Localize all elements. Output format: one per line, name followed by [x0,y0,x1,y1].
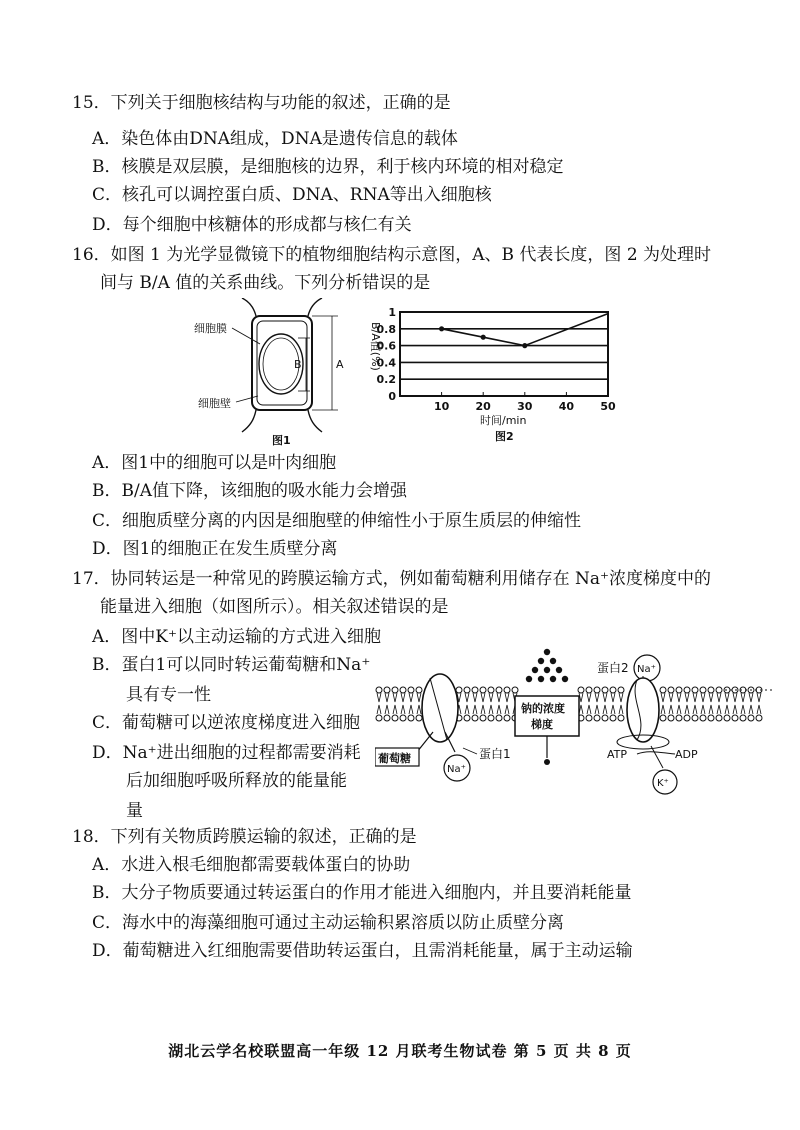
na-ion-dot [556,667,562,673]
figure-cotransport [375,640,775,810]
phospholipid-tail [619,693,623,702]
phospholipid-tail [611,705,615,714]
chart-x-label: 时间/min [480,414,527,427]
phospholipid-tail [669,693,673,702]
label-atp: ATP [607,748,628,761]
phospholipid-head [376,687,382,693]
label-cell-membrane: 细胞膜 [194,322,227,335]
phospholipid-tail [709,705,713,714]
q16-option-b: B．B/A值下降，该细胞的吸水能力会增强 [92,481,407,501]
phospholipid-head [708,715,714,721]
q17-option-c: C．葡萄糖可以逆浓度梯度进入细胞 [92,713,361,733]
phospholipid-head [416,715,422,721]
phospholipid-head [456,687,462,693]
phospholipid-tail [685,705,689,714]
chart-y-tick-label: 0.6 [376,339,396,353]
label-gradient-1: 钠的浓度 [521,702,565,715]
phospholipid-head [504,687,510,693]
phospholipid-head [684,687,690,693]
phospholipid-head [668,687,674,693]
chart-series-line [442,314,608,346]
q15-option-d: D．每个细胞中核糖体的形成都与核仁有关 [92,215,412,235]
phospholipid-head [512,687,518,693]
phospholipid-head [586,715,592,721]
phospholipid-tail [693,705,697,714]
phospholipid-tail [377,705,381,714]
phospholipid-tail [481,705,485,714]
phospholipid-tail [603,693,607,702]
phospholipid-tail [409,693,413,702]
q18-stem: 18．下列有关物质跨膜运输的叙述，正确的是 [72,827,417,847]
phospholipid-head [748,715,754,721]
phospholipid-tail [497,705,501,714]
phospholipid-head [400,715,406,721]
phospholipid-tail [465,693,469,702]
chart-x-tick-label: 30 [517,400,533,413]
phospholipid-tail [393,705,397,714]
na-ion-dot [532,667,538,673]
phospholipid-head [724,715,730,721]
phospholipid-tail [669,705,673,714]
q17-stem-line1: 17．协同转运是一种常见的跨膜运输方式，例如葡萄糖利用储存在 Na⁺浓度梯度中的 [72,569,712,589]
phospholipid-tail [417,693,421,702]
label-a: A [336,358,344,371]
label-protein-2: 蛋白2 [597,661,629,675]
phospholipid-tail [677,705,681,714]
phospholipid-head [384,687,390,693]
phospholipid-tail [417,705,421,714]
phospholipid-head [668,715,674,721]
na-ion-dot [562,676,568,682]
q18-option-c: C．海水中的海藻细胞可通过主动运输积累溶质以防止质壁分离 [92,913,565,933]
label-protein-1: 蛋白1 [479,747,511,761]
phospholipid-head [602,715,608,721]
phospholipid-tail [677,693,681,702]
q15-option-c: C．核孔可以调控蛋白质、DNA、RNA等出入细胞核 [92,185,492,205]
label-b: B [294,358,302,371]
na-ion-dot [550,676,556,682]
chart-y-tick-label: 1 [388,306,396,319]
phospholipid-head [408,715,414,721]
phospholipid-head [464,687,470,693]
phospholipid-tail [661,693,665,702]
phospholipid-tail [741,705,745,714]
chart-x-tick-label: 10 [433,400,450,413]
figure-2-chart [360,300,620,450]
phospholipid-head [384,715,390,721]
phospholipid-tail [661,705,665,714]
q16-stem-line1: 16．如图 1 为光学显微镜下的植物细胞结构示意图，A、B 代表长度，图 2 为处理时 [72,245,712,265]
phospholipid-tail [603,705,607,714]
phospholipid-head [488,687,494,693]
phospholipid-head [464,715,470,721]
phospholipid-tail [619,705,623,714]
phospholipid-head [392,687,398,693]
q15-option-b: B．核膜是双层膜，是细胞核的边界，利于核内环境的相对稳定 [92,157,564,177]
q16-option-a: A．图1中的细胞可以是叶肉细胞 [92,453,337,473]
label-cell-wall: 细胞壁 [198,397,231,410]
phospholipid-head [700,687,706,693]
figure-1-caption: 图1 [272,434,291,447]
label-gradient-2: 梯度 [531,718,553,731]
phospholipid-tail [725,705,729,714]
chart-x-tick-label: 40 [558,400,575,413]
na-ion-dot [544,667,550,673]
q17-option-b: B．蛋白1可以同时转运葡萄糖和Na⁺ [92,655,371,675]
q17-stem-line2: 能量进入细胞（如图所示）。相关叙述错误的是 [100,597,449,617]
phospholipid-tail [377,693,381,702]
protein-1 [422,674,458,742]
phospholipid-head [408,687,414,693]
phospholipid-head [692,715,698,721]
phospholipid-tail [409,705,413,714]
phospholipid-head [602,687,608,693]
phospholipid-tail [757,693,761,702]
phospholipid-tail [693,693,697,702]
q18-option-a: A．水进入根毛细胞都需要载体蛋白的协助 [92,855,411,875]
q17-option-b-cont: 具有专一性 [126,685,211,705]
chart-y-tick-label: 0 [388,390,396,403]
phospholipid-head [740,715,746,721]
phospholipid-tail [611,693,615,702]
chart-y-tick-label: 0.2 [376,373,396,387]
phospholipid-head [610,715,616,721]
phospholipid-tail [473,693,477,702]
chart-frame [400,312,608,396]
phospholipid-head [692,687,698,693]
label-na-top: Na⁺ [637,664,656,675]
chart-y-label: B/A值(%) [369,322,382,371]
phospholipid-head [716,715,722,721]
q18-option-b: B．大分子物质要通过转运蛋白的作用才能进入细胞内，并且要消耗能量 [92,883,632,903]
phospholipid-head [376,715,382,721]
na-ion-dot [526,676,532,682]
phospholipid-tail [393,693,397,702]
chart-x-tick-label: 20 [475,400,491,413]
chart-data-point [522,343,527,348]
q17-option-a: A．图中K⁺以主动运输的方式进入细胞 [92,627,381,647]
label-adp: ADP [675,748,698,761]
phospholipid-head [756,715,762,721]
na-ion-dot [538,658,544,664]
q17-option-d-cont2: 量 [126,801,143,821]
phospholipid-head [732,715,738,721]
phospholipid-tail [505,693,509,702]
q17-option-d-cont1: 后加细胞呼吸所释放的能量能 [126,771,347,791]
phospholipid-tail [497,693,501,702]
phospholipid-tail [505,705,509,714]
chart-data-point [481,335,486,340]
phospholipid-head [594,687,600,693]
phospholipid-head [594,715,600,721]
phospholipid-head [400,687,406,693]
q17-option-d: D．Na⁺进出细胞的过程都需要消耗 [92,743,361,763]
phospholipid-tail [489,693,493,702]
chart-data-point [439,326,444,331]
na-ion-dot [544,649,550,655]
phospholipid-tail [685,693,689,702]
phospholipid-head [480,687,486,693]
phospholipid-tail [481,693,485,702]
phospholipid-head [472,715,478,721]
phospholipid-head [496,687,502,693]
q15-option-a: A．染色体由DNA组成，DNA是遗传信息的载体 [92,129,458,149]
phospholipid-tail [587,693,591,702]
phospholipid-tail [733,705,737,714]
q16-stem-line2: 间与 B/A 值的关系曲线。下列分析错误的是 [100,273,431,293]
phospholipid-head [618,715,624,721]
phospholipid-head [684,715,690,721]
phospholipid-tail [725,693,729,702]
phospholipid-tail [385,705,389,714]
phospholipid-head [416,687,422,693]
phospholipid-tail [385,693,389,702]
chart-caption: 图2 [495,430,514,443]
phospholipid-tail [749,705,753,714]
na-ion-dot [550,658,556,664]
q15-stem: 15．下列关于细胞核结构与功能的叙述，正确的是 [72,93,451,113]
phospholipid-tail [465,705,469,714]
phospholipid-head [610,687,616,693]
phospholipid-tail [473,705,477,714]
phospholipid-tail [701,705,705,714]
label-k: K⁺ [657,778,669,789]
phospholipid-head [660,687,666,693]
protein-2 [627,678,659,742]
na-gradient-dots [526,649,568,682]
phospholipid-head [586,687,592,693]
phospholipid-head [480,715,486,721]
figure-1-plant-cell [190,298,370,450]
phospholipid-tail [717,705,721,714]
q18-option-d: D．葡萄糖进入红细胞需要借助转运蛋白，且需消耗能量，属于主动运输 [92,941,633,961]
phospholipid-tail [733,693,737,702]
phospholipid-tail [401,705,405,714]
label-glucose: 葡萄糖 [378,752,411,765]
phospholipid-tail [709,693,713,702]
phospholipid-tail [595,705,599,714]
phospholipid-head [578,687,584,693]
phospholipid-tail [401,693,405,702]
phospholipid-head [504,715,510,721]
label-na-bottom: Na⁺ [447,764,466,775]
phospholipid-head [676,687,682,693]
phospholipid-head [700,715,706,721]
phospholipid-tail [595,693,599,702]
phospholipid-tail [749,693,753,702]
phospholipid-head [488,715,494,721]
phospholipid-tail [757,705,761,714]
phospholipid-head [676,715,682,721]
phospholipid-tail [717,693,721,702]
q16-option-c: C．细胞质壁分离的内因是细胞壁的伸缩性小于原生质层的伸缩性 [92,511,582,531]
phospholipid-tail [701,693,705,702]
chart-y-tick-label: 0.4 [376,356,396,370]
q16-option-d: D．图1的细胞正在发生质壁分离 [92,539,338,559]
phospholipid-head [716,687,722,693]
phospholipid-head [660,715,666,721]
chart-x-tick-label: 50 [600,400,616,413]
phospholipid-head [708,687,714,693]
page-footer: 湖北云学名校联盟高一年级 12 月联考生物试卷 第 5 页 共 8 页 [168,1042,632,1060]
phospholipid-head [392,715,398,721]
phospholipid-tail [587,705,591,714]
phospholipid-tail [741,693,745,702]
na-ion-dot [538,676,544,682]
phospholipid-head [618,687,624,693]
chart-y-tick-label: 0.8 [376,322,396,336]
phospholipid-tail [489,705,493,714]
phospholipid-head [472,687,478,693]
phospholipid-head [496,715,502,721]
